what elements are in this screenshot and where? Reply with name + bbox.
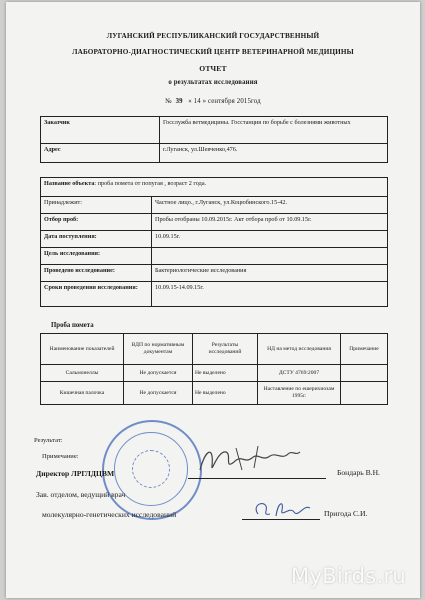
director-label: Директор ЛРГЛДЦВМ <box>36 469 115 478</box>
object-row-value: Частное лицо., г.Луганск, ул.Коцюбинского.15-42. <box>152 197 388 214</box>
table-cell: Не выделено <box>193 365 258 382</box>
results-header-row <box>41 334 388 365</box>
report-number: 39 <box>175 98 183 105</box>
director-name: Бондарь В.Н. <box>337 468 380 477</box>
director-signature <box>196 440 306 478</box>
results-header-cell: Примечание <box>341 334 388 365</box>
address-row <box>41 144 388 163</box>
table-cell: Сальмонеллы <box>41 365 124 382</box>
head-line2: молекулярно-генетических исследований <box>42 510 177 519</box>
object-title-value: : проба помета от попугая , возраст 2 года. <box>94 180 207 187</box>
object-row-label: Принадлежит: <box>41 197 152 214</box>
object-title-label: Название объекта <box>44 180 95 187</box>
table-row <box>41 382 388 405</box>
table-cell: Кишечная палочка <box>41 382 124 405</box>
object-row-label: Отбор проб: <box>41 214 152 231</box>
table-cell: Не допускается <box>124 382 193 405</box>
org-name-line2: ЛАБОРАТОРНО-ДИАГНОСТИЧЕСКИЙ ЦЕНТР ВЕТЕРИНАРНОЙ МЕДИЦИНЫ <box>72 48 354 56</box>
address-label: Адрес <box>41 144 160 163</box>
table-cell <box>341 365 388 382</box>
object-row <box>41 248 388 265</box>
object-row <box>41 265 388 282</box>
object-table <box>40 177 388 307</box>
results-header-cell: НД на метод исследования <box>258 334 341 365</box>
number-prefix: № <box>165 98 172 105</box>
customer-value: Госслужба ветмедицины. Госстанция по борьбе с болезнями животных <box>160 117 388 144</box>
object-row-value: Бактериологические исследования <box>152 265 388 282</box>
object-row <box>41 214 388 231</box>
object-row <box>41 197 388 214</box>
object-row <box>41 231 388 248</box>
report-date: « 14 » сентября 2015год <box>188 98 261 105</box>
report-subtitle: о результатах исследования <box>168 79 258 86</box>
object-row-label: Дата поступления: <box>41 231 152 248</box>
table-cell: Наставление по ешерихиозам 1995г. <box>258 382 341 405</box>
results-header-cell: Результаты исследований <box>193 334 258 365</box>
report-title: ОТЧЕТ <box>199 64 227 73</box>
table-row <box>41 365 388 382</box>
table-cell: ДСТУ 4769:2007 <box>258 365 341 382</box>
customer-table <box>40 116 388 163</box>
result-label: Результат: <box>34 437 63 444</box>
object-row-value: 10.09.15-14.09.15г. <box>152 282 388 307</box>
head-name: Пригода С.И. <box>324 509 368 518</box>
object-row-label: Сроки проведения исследования: <box>41 282 152 307</box>
object-title-row <box>41 178 388 197</box>
table-cell <box>341 382 388 405</box>
object-row <box>41 282 388 307</box>
report-number-line <box>6 98 420 105</box>
object-row-value: 10.09.15г. <box>152 231 388 248</box>
table-cell: Не выделено <box>193 382 258 405</box>
table-cell: Не допускается <box>124 365 193 382</box>
watermark: MyBirds.ru <box>291 564 406 588</box>
customer-row <box>41 117 388 144</box>
director-signature-line <box>188 478 326 479</box>
report-document <box>6 2 420 598</box>
object-row-value: Пробы отобраны 10.09.2015г. Акт отбора проб от 10.09.15г. <box>152 214 388 231</box>
object-row-value <box>152 248 388 265</box>
customer-label: Заказчик <box>41 117 160 144</box>
probe-title: Проба помета <box>51 322 94 329</box>
address-value: г.Луганск, ул.Шевченко,476. <box>160 144 388 163</box>
head-line1: Зав. отделом, ведущий врач <box>36 490 126 499</box>
head-signature <box>250 496 316 522</box>
org-name-line1: ЛУГАНСКИЙ РЕСПУБЛИКАНСКИЙ ГОСУДАРСТВЕННЫЙ <box>106 32 320 40</box>
official-stamp <box>102 420 202 520</box>
results-header-cell: Наименование показателей <box>41 334 124 365</box>
results-header-cell: ВДП по нормативным документам <box>124 334 193 365</box>
results-table <box>40 333 388 405</box>
object-row-label: Проведено исследование: <box>41 265 152 282</box>
note-label: Примечание: <box>42 453 79 460</box>
object-row-label: Цель исследования: <box>41 248 152 265</box>
